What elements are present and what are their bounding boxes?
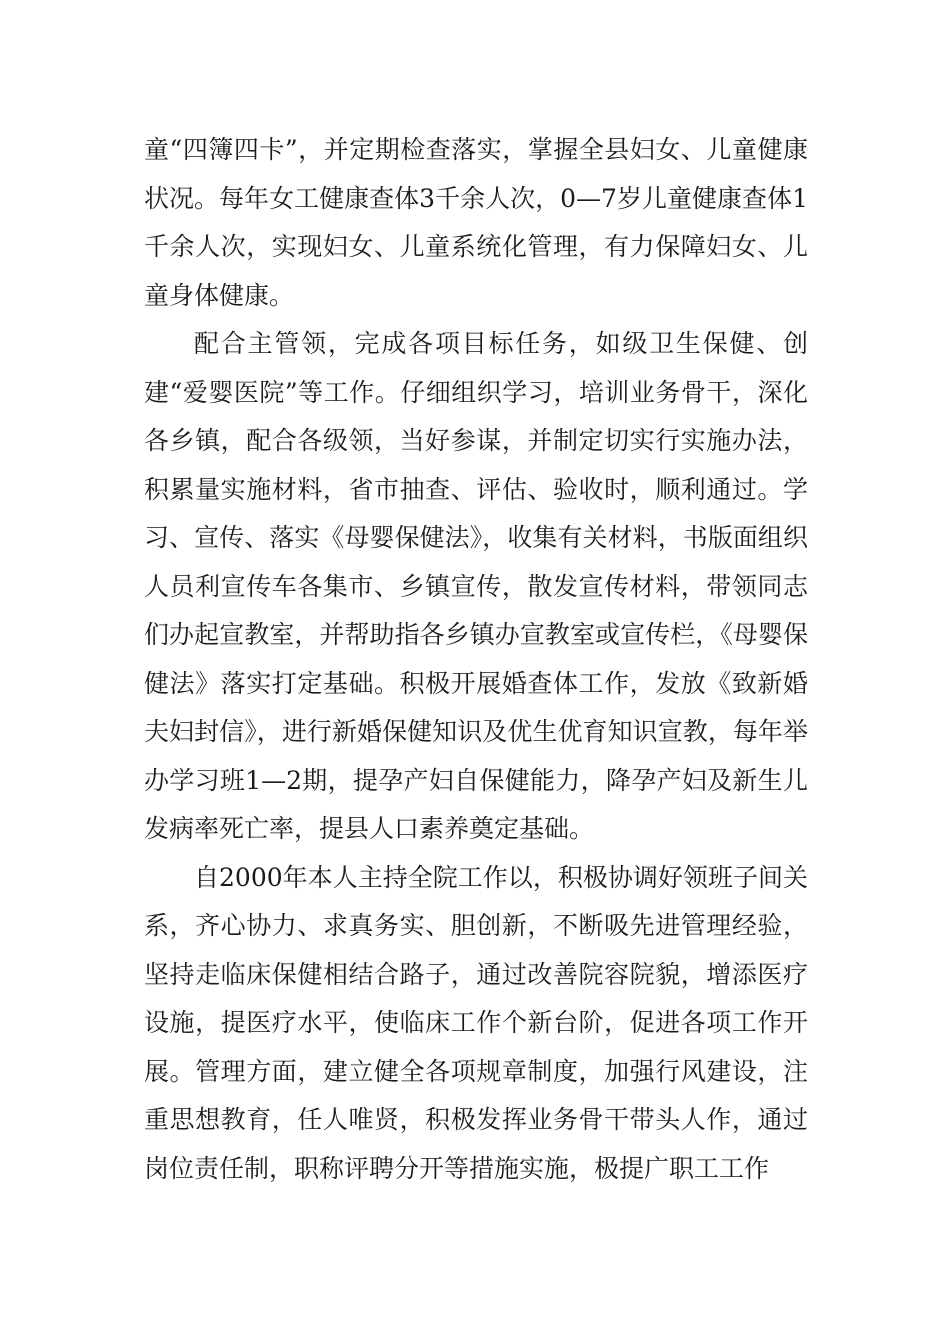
paragraph-cooperation: 配合主管领，完成各项目标任务，如级卫生保健、创建“爱婴医院”等工作。仔细组织学习，培训业务骨干，深化各乡镇，配合各级领，当好参谋，并制定切实行实施办法，积累量实施材料，省市抽查、评估、验收时，顺利通过。学习、宣传、落实《母婴保健法》，收集有关材料，书版面组织人员利宣传车各集市、乡镇宣传，散发宣传材料，带领同志们办起宣教室，并帮助指各乡镇办宣教室或宣传栏，《母婴保健法》落实打定基础。积极开展婚查体工作，发放《致新婚夫妇封信》，进行新婚保健知识及优生优育知识宣教，每年举办学习班1—2期，提孕产妇自保健能力，降孕产妇及新生儿发病率死亡率，提县人口素养奠定基础。 xyxy=(144,329,808,843)
paragraph-management: 自2000年本人主持全院工作以，积极协调好领班子间关系，齐心协力、求真务实、胆创新，不断吸先进管理经验，坚持走临床保健相结合路子，通过改善院容院貌，增添医疗设施，提医疗水平，使临床工作个新台阶，促进各项工作开展。管理方面，建立健全各项规章制度，加强行风建设，注重思想教育，任人唯贤，积极发挥业务骨干带头人作，通过岗位责任制，职称评聘分开等措施实施，极提广职工工作 xyxy=(144,862,808,1183)
document-body xyxy=(144,126,808,1193)
paragraph-continued: 童“四簿四卡”，并定期检查落实，掌握全县妇女、儿童健康状况。每年女工健康查体3千余人次，0—7岁儿童健康查体1千余人次，实现妇女、儿童系统化管理，有力保障妇女、儿童身体健康。 xyxy=(144,135,808,310)
